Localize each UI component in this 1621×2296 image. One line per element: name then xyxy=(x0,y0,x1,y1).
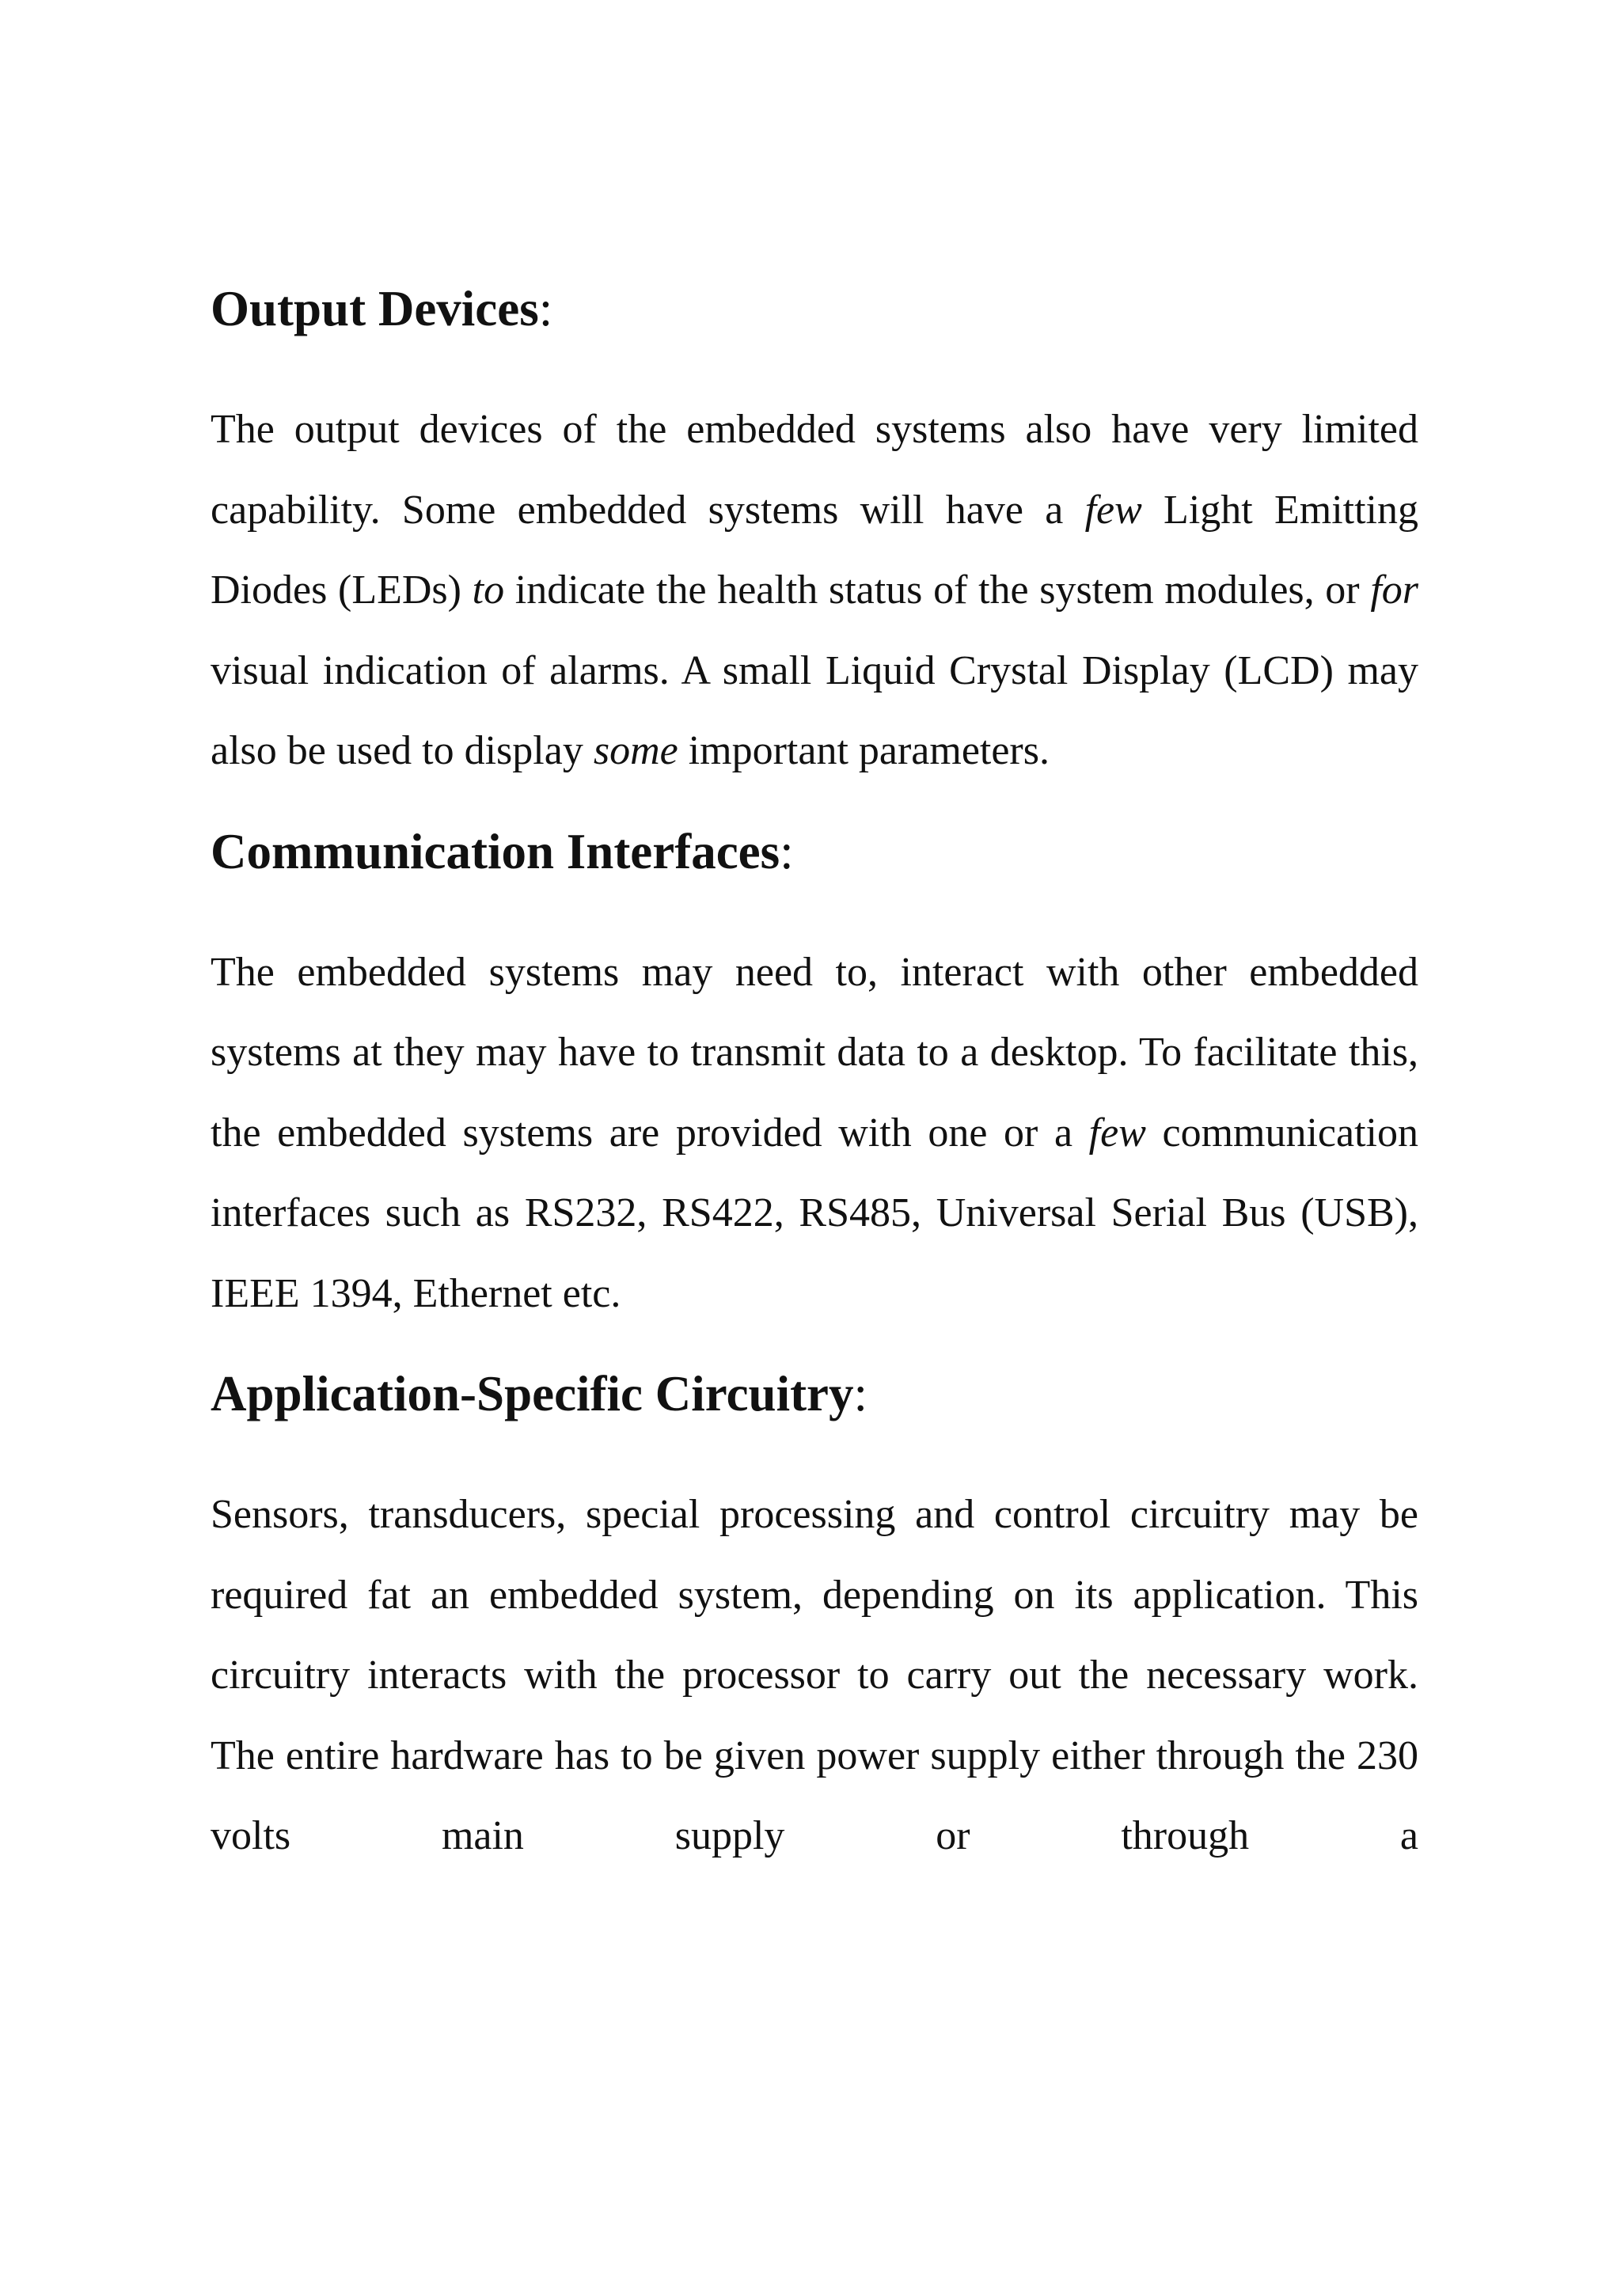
heading-title: Output Devices xyxy=(211,281,539,336)
text-run: visual indication of alarms. A small Liquid Crystal Display (LCD) may also be used to display xyxy=(211,647,1418,773)
italic-word: for xyxy=(1370,567,1418,613)
text-run: The embedded systems may need to, interact with other embedded systems at they may have to transmit data to a desktop. To facilitate this, the embedded systems are provided with one or a xyxy=(211,949,1418,1156)
heading-title: Application-Specific Circuitry xyxy=(211,1366,854,1421)
italic-word: few xyxy=(1084,487,1142,533)
paragraph-communication-interfaces xyxy=(211,932,1418,1334)
text-run: Light Emitting Diodes (LEDs) xyxy=(211,487,1418,613)
text-run: communication interfaces such as RS232, RS422, RS485, Universal Serial Bus (USB), IEEE 1394, Ethernet etc. xyxy=(211,1110,1418,1316)
heading-title: Communication Interfaces xyxy=(211,823,780,879)
heading-communication-interfaces xyxy=(211,820,1418,883)
italic-word: to xyxy=(472,567,505,613)
italic-word: few xyxy=(1088,1110,1146,1156)
heading-application-specific-circuitry xyxy=(211,1362,1418,1425)
text-run: indicate the health status of the system modules, or xyxy=(504,567,1371,613)
text-run: important parameters. xyxy=(678,728,1050,773)
text-run: Sensors, transducers, special processing and control circuitry may be required fat an embedded system, depending on its application. This circuitry interacts with the processor to carry out the necessary work. The entire hardware has to be given power supply either through the 230 volts main supply or through a xyxy=(211,1492,1418,1858)
paragraph-application-specific-circuitry xyxy=(211,1474,1418,1877)
text-run: The output devices of the embedded systems also have very limited capability. Some embedded systems will have a xyxy=(211,407,1418,533)
heading-output-devices xyxy=(211,277,1418,340)
italic-word: some xyxy=(593,728,678,773)
heading-colon: : xyxy=(780,823,794,879)
document-page xyxy=(211,277,1418,1877)
heading-colon: : xyxy=(538,281,553,336)
heading-colon: : xyxy=(853,1366,868,1421)
paragraph-output-devices xyxy=(211,389,1418,791)
